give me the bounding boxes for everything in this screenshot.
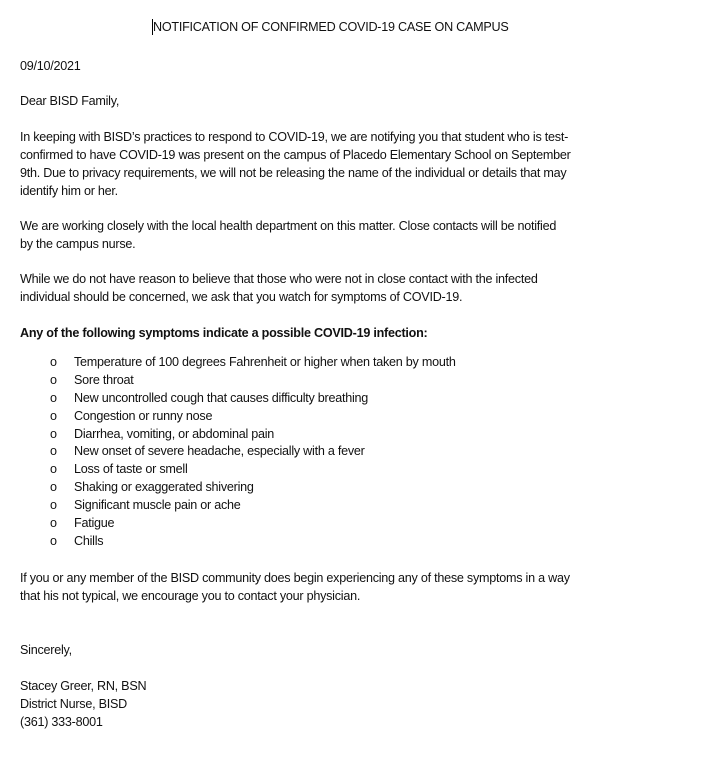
list-item <box>20 479 660 497</box>
bullet-icon: o <box>50 533 57 548</box>
bullet-icon: o <box>50 408 57 423</box>
bullet-icon: o <box>50 390 57 405</box>
signer-phone: (361) 333-8001 <box>20 715 103 729</box>
paragraph-2 <box>20 217 660 253</box>
symptom-text: Significant muscle pain or ache <box>74 498 241 513</box>
list-item <box>20 515 660 533</box>
bullet-icon: o <box>50 516 57 531</box>
document-title: NOTIFICATION OF CONFIRMED COVID-19 CASE ON CAMPUS <box>153 20 509 34</box>
list-item <box>20 426 660 444</box>
signature-block <box>20 677 660 731</box>
line: identify him or her. <box>20 184 118 198</box>
line: We are working closely with the local health department on this matter. Close contacts will be notified <box>20 219 557 233</box>
symptom-text: Temperature of 100 degrees Fahrenheit or higher when taken by mouth <box>74 355 456 369</box>
list-item <box>20 354 660 372</box>
symptom-text: Sore throat <box>74 372 134 387</box>
line: 9th. Due to privacy requirements, we will not be releasing the name of the individual or details that may <box>20 166 567 180</box>
bullet-icon: o <box>50 444 57 459</box>
bullet-icon: o <box>50 498 57 513</box>
line: If you or any member of the BISD community does begin experiencing any of these symptoms in a way <box>20 571 570 585</box>
list-item <box>20 390 660 408</box>
line: While we do not have reason to believe that those who were not in close contact with the infected <box>20 272 538 286</box>
signer-title: District Nurse, BISD <box>20 697 127 711</box>
list-item <box>20 408 660 426</box>
bullet-icon: o <box>50 426 57 441</box>
bullet-icon: o <box>50 372 57 387</box>
line: that his not typical, we encourage you to contact your physician. <box>20 589 361 603</box>
symptom-text: New onset of severe headache, especially with a fever <box>74 444 365 459</box>
symptoms-heading: Any of the following symptoms indicate a possible COVID-19 infection: <box>20 326 428 340</box>
list-item <box>20 497 660 515</box>
symptom-text: Shaking or exaggerated shivering <box>74 480 254 495</box>
line: by the campus nurse. <box>20 237 136 251</box>
paragraph-3 <box>20 270 660 306</box>
symptom-text: Chills <box>74 533 104 548</box>
letter-date: 09/10/2021 <box>20 59 81 73</box>
symptom-text: Congestion or runny nose <box>74 408 213 423</box>
signer-name: Stacey Greer, RN, BSN <box>20 679 147 693</box>
bullet-icon: o <box>50 355 57 369</box>
symptom-text: New uncontrolled cough that causes difficulty breathing <box>74 390 369 405</box>
closing: Sincerely, <box>20 643 72 657</box>
paragraph-4 <box>20 569 660 605</box>
list-item <box>20 372 660 390</box>
symptom-text: Fatigue <box>74 516 115 531</box>
paragraph-1 <box>20 128 660 200</box>
bullet-icon: o <box>50 480 57 495</box>
symptoms-list <box>20 354 660 551</box>
bullet-icon: o <box>50 462 57 477</box>
line: confirmed to have COVID-19 was present on the campus of Placedo Elementary School on September <box>20 148 571 162</box>
symptom-text: Diarrhea, vomiting, or abdominal pain <box>74 426 275 441</box>
list-item <box>20 461 660 479</box>
line: individual should be concerned, we ask that you watch for symptoms of COVID-19. <box>20 290 463 304</box>
line: In keeping with BISD’s practices to respond to COVID-19, we are notifying you that student who is test- <box>20 130 569 144</box>
list-item <box>20 533 660 551</box>
list-item <box>20 443 660 461</box>
salutation: Dear BISD Family, <box>20 94 120 108</box>
symptom-text: Loss of taste or smell <box>74 462 188 477</box>
